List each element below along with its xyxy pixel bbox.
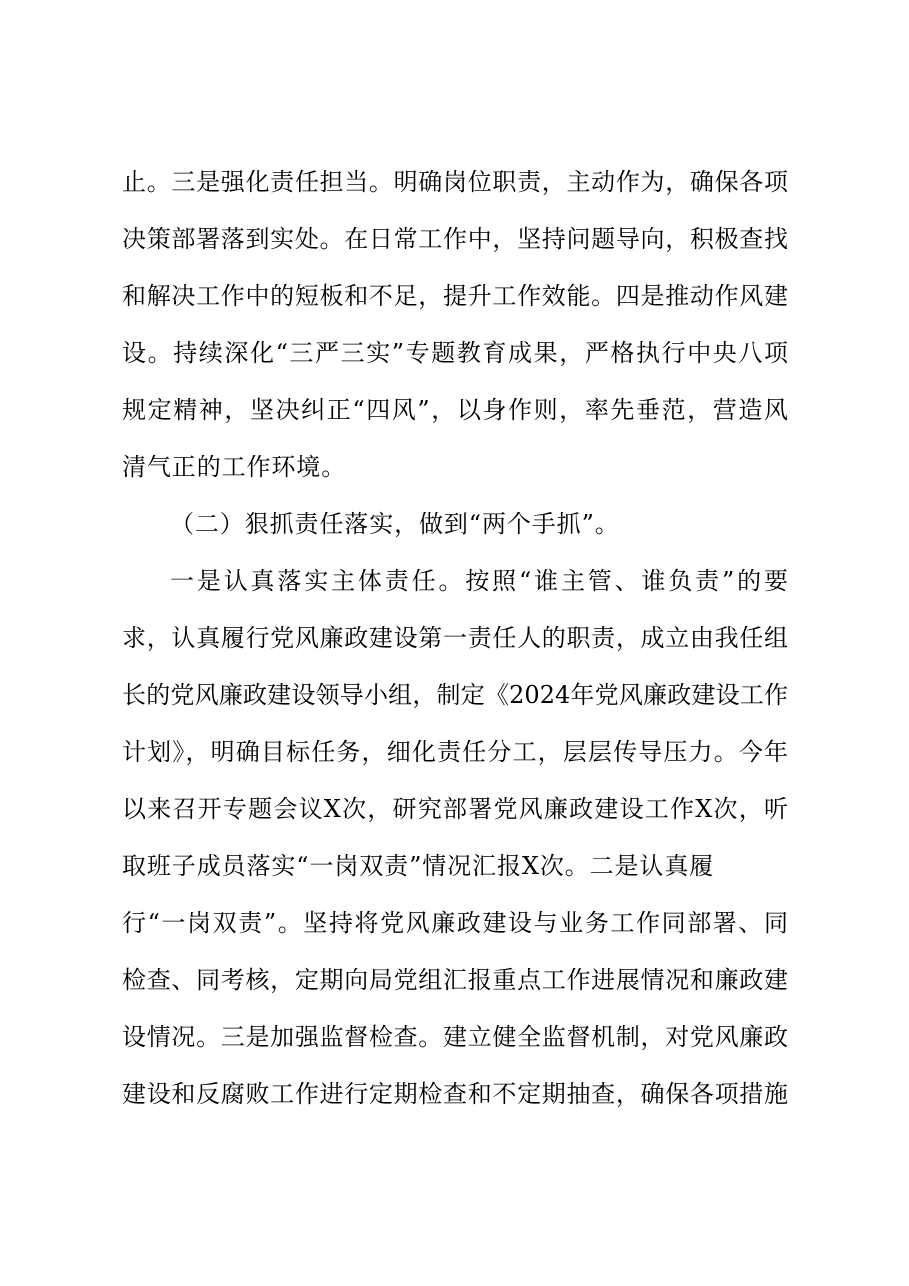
text-line: 设。持续深化“三严三实”专题教育成果，严格执行中央八项 xyxy=(122,339,788,367)
text-line: 长的党风廉政建设领导小组，制定《2024年党风廉政建设工作 xyxy=(122,681,788,709)
text-line: 清气正的工作环境。 xyxy=(122,453,347,481)
text-line: 和解决工作中的短板和不足，提升工作效能。四是推动作风建 xyxy=(122,282,788,310)
text-line: 建设和反腐败工作进行定期检查和不定期抽查，确保各项措施 xyxy=(122,1080,788,1108)
text-line: 计划》，明确目标任务，细化责任分工，层层传导压力。今年 xyxy=(122,738,788,766)
text-line: 止。三是强化责任担当。明确岗位职责，主动作为，确保各项 xyxy=(122,168,788,196)
text-line: 规定精神，坚决纠正“四风”，以身作则，率先垂范，营造风 xyxy=(122,396,788,424)
text-line: 设情况。三是加强监督检查。建立健全监督机制，对党风廉政 xyxy=(122,1023,788,1051)
text-line: 求，认真履行党风廉政建设第一责任人的职责，成立由我任组 xyxy=(122,624,788,652)
text-line: 行“一岗双责”。坚持将党风廉政建设与业务工作同部署、同 xyxy=(122,909,788,937)
text-line: 取班子成员落实“一岗双责”情况汇报X次。二是认真履 xyxy=(122,852,715,880)
section-heading: （二）狠抓责任落实，做到“两个手抓”。 xyxy=(170,510,620,538)
text-line: 一是认真落实主体责任。按照“谁主管、谁负责”的要 xyxy=(170,567,788,595)
text-line: 检查、同考核，定期向局党组汇报重点工作进展情况和廉政建 xyxy=(122,966,788,994)
text-line: 以来召开专题会议X次，研究部署党风廉政建设工作X次，听 xyxy=(122,795,788,823)
text-line: 决策部署落到实处。在日常工作中，坚持问题导向，积极查找 xyxy=(122,225,788,253)
